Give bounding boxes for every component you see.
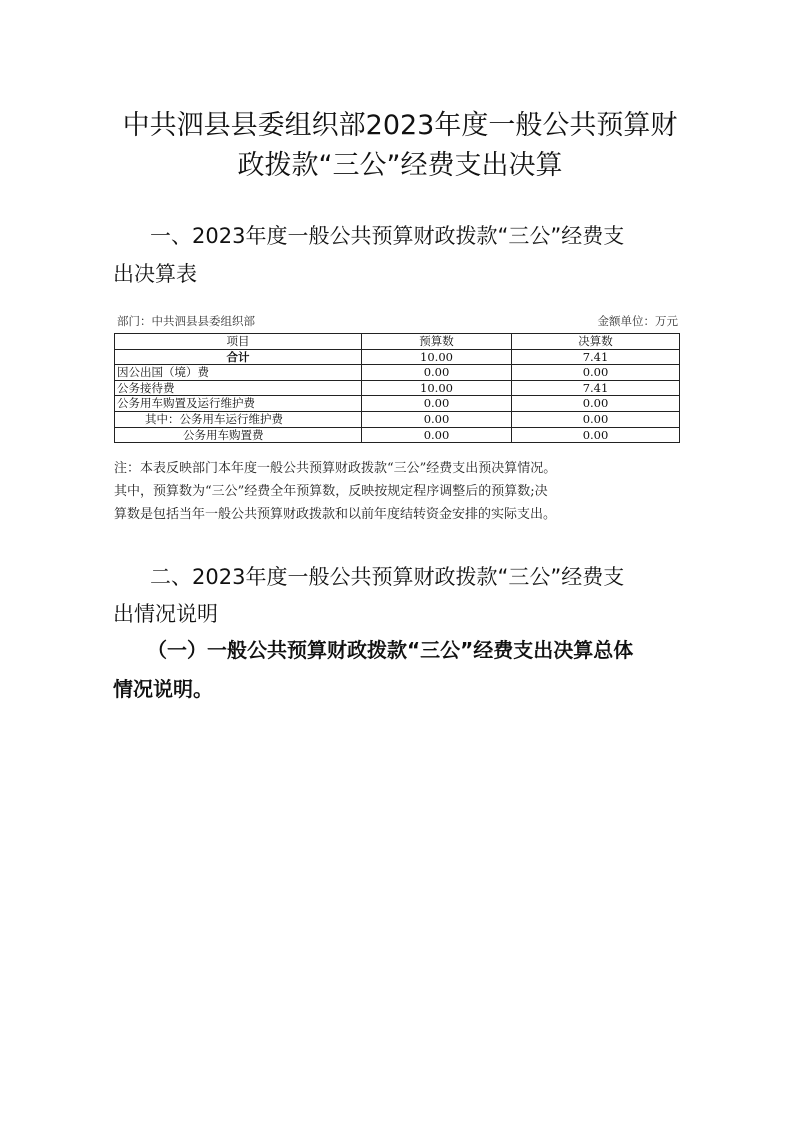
row-item-overseas-travel: 因公出国（境）费 [115,365,362,381]
table-row [115,427,680,443]
row-item-vehicle-purchase: 公务用车购置费 [115,427,362,443]
row-item-reception: 公务接待费 [115,380,362,396]
row-final-value: 0.00 [512,365,680,381]
row-item-vehicle-total: 公务用车购置及运行维护费 [115,396,362,412]
table-unit-label: 金额单位：万元 [597,314,678,328]
row-final-value: 7.41 [512,349,680,365]
row-final-value: 0.00 [512,427,680,443]
row-budget-value: 0.00 [362,396,512,412]
row-final-value: 7.41 [512,380,680,396]
document-title-line-1: 中共泗县县委组织部2023年度一般公共预算财 [122,110,678,141]
column-header-final: 决算数 [512,334,680,350]
section-1-heading-line-2: 出决算表 [113,262,197,286]
row-final-value: 0.00 [512,411,680,427]
document-title-line-2: 政拨款“三公”经费支出决算 [237,150,563,181]
row-budget-value: 10.00 [362,349,512,365]
table-row [115,365,680,381]
section-2-heading-line-2: 出情况说明 [113,602,218,626]
three-public-expenses-table [114,333,680,443]
subsection-1-heading-line-2: 情况说明。 [113,677,213,701]
row-final-value: 0.00 [512,396,680,412]
row-budget-value: 10.00 [362,380,512,396]
row-budget-value: 0.00 [362,365,512,381]
row-budget-value: 0.00 [362,411,512,427]
section-1-heading-line-1: 一、2023年度一般公共预算财政拨款“三公”经费支 [150,224,625,248]
table-department-label: 部门：中共泗县县委组织部 [117,314,255,328]
table-note [114,457,694,526]
column-header-budget: 预算数 [362,334,512,350]
row-item-vehicle-operation: 其中：公务用车运行维护费 [115,411,362,427]
table-row [115,380,680,396]
table-note-line-1: 注：本表反映部门本年度一般公共预算财政拨款“三公”经费支出预决算情况。 [114,461,557,476]
table-row [115,396,680,412]
subsection-1-heading-line-1: （一）一般公共预算财政拨款“三公”经费支出决算总体 [147,638,634,662]
table-note-line-2: 其中，预算数为“三公”经费全年预算数，反映按规定程序调整后的预算数;决 [114,484,548,499]
table-row [115,411,680,427]
section-2-heading-line-1: 二、2023年度一般公共预算财政拨款“三公”经费支 [150,565,625,589]
table-note-line-3: 算数是包括当年一般公共预算财政拨款和以前年度结转资金安排的实际支出。 [114,507,557,522]
row-item-total: 合计 [115,349,362,365]
row-budget-value: 0.00 [362,427,512,443]
column-header-item: 项目 [115,334,362,350]
table-row [115,349,680,365]
table-header-row [115,334,680,350]
